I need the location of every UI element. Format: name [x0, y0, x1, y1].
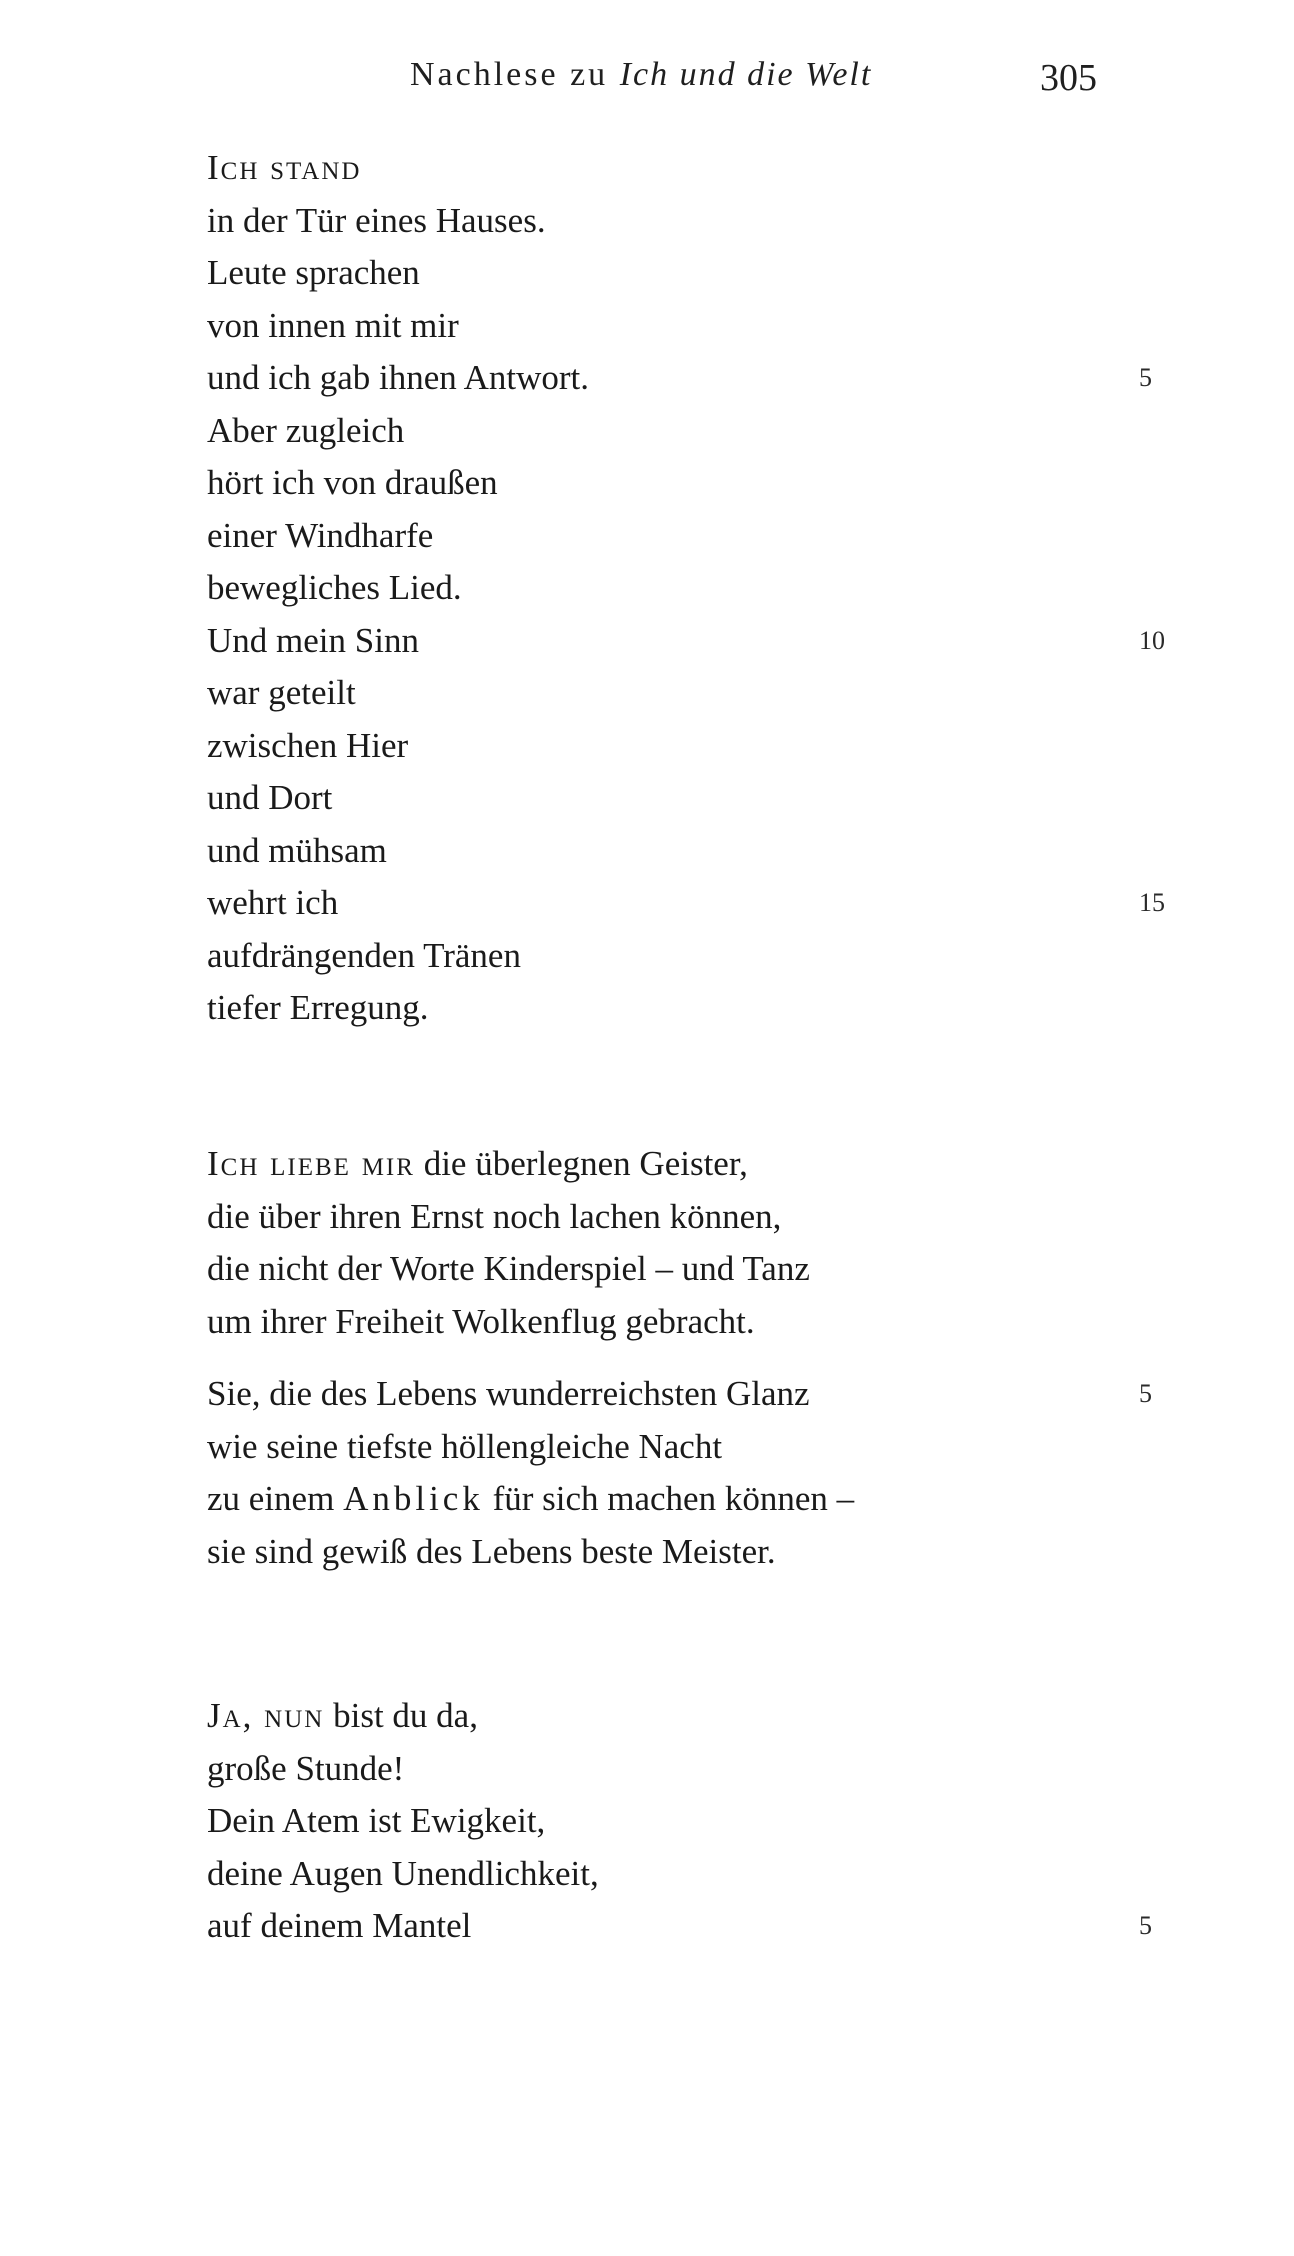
poem-line: Aber zugleich — [207, 410, 405, 450]
poem-line: in der Tür eines Hauses. — [207, 200, 546, 240]
running-head-prefix: Nachlese zu — [410, 56, 609, 93]
poem-line-text: auf deinem Mantel — [207, 1906, 472, 1945]
page-number: 305 — [1040, 57, 1097, 99]
poem-line: die nicht der Worte Kinderspiel – und Tanz — [207, 1249, 810, 1288]
poem-line — [207, 1368, 1167, 1421]
poem-line: Leute sprachen — [207, 253, 420, 292]
poem-line-text: Und mein Sinn — [207, 620, 419, 660]
line-number: 5 — [1139, 363, 1152, 392]
poem-ja-nun — [207, 1690, 1167, 1953]
poem-line-text: und ich gab ihnen Antwort. — [207, 358, 590, 397]
poem-line: zwischen Hier — [207, 725, 409, 765]
poem-line — [207, 1690, 1167, 1743]
poem-line: und Dort — [207, 778, 333, 817]
poem-line — [207, 352, 1167, 405]
poem-ich-stand — [207, 142, 1167, 1035]
poem-line: einer Windharfe — [207, 515, 434, 555]
poem-line: wie seine tiefste höllengleiche Nacht — [207, 1426, 723, 1466]
poem-line — [207, 615, 1167, 668]
poem-line — [207, 877, 1167, 930]
poem-line: um ihrer Freiheit Wolkenflug gebracht. — [207, 1301, 755, 1341]
poem-line: die über ihren Ernst noch lachen können, — [207, 1196, 782, 1236]
poem-line: und mühsam — [207, 830, 387, 870]
poem-incipit: Ich stand — [207, 148, 362, 187]
poem-line: aufdrängenden Tränen — [207, 935, 521, 975]
poem-incipit: Ich liebe mir — [207, 1144, 415, 1183]
line-number: 15 — [1139, 888, 1165, 917]
running-head — [410, 56, 872, 94]
stanza-break — [207, 1348, 1167, 1368]
poem-line: Dein Atem ist Ewigkeit, — [207, 1801, 546, 1840]
poem-incipit: Ja, nun — [207, 1696, 325, 1735]
line-number: 5 — [1139, 1379, 1152, 1408]
poem-line-text: Sie, die des Lebens wunderreichsten Glanz — [207, 1374, 810, 1413]
poem-line: deine Augen Unendlichkeit, — [207, 1853, 599, 1893]
poem-line: sie sind gewiß des Lebens beste Meister. — [207, 1531, 776, 1571]
poem-line: von innen mit mir — [207, 305, 459, 345]
poem-line: tiefer Erregung. — [207, 988, 429, 1027]
poem-line — [207, 1473, 1167, 1526]
poem-line: große Stunde! — [207, 1748, 405, 1788]
poem-line: war geteilt — [207, 673, 356, 712]
poem-line: bewegliches Lied. — [207, 568, 462, 607]
running-head-title: Ich und die Welt — [619, 56, 873, 93]
poem-line — [207, 1900, 1167, 1953]
poem-line-text: bist du da, — [324, 1696, 478, 1735]
poem-ich-liebe-mir — [207, 1138, 1167, 1578]
line-number: 10 — [1139, 625, 1165, 655]
poem-line-emphasis: Anblick — [343, 1479, 484, 1518]
poem-line-text: die überlegnen Geister, — [414, 1144, 748, 1183]
poem-line-pre: zu einem — [207, 1479, 344, 1518]
poem-line-text: wehrt ich — [207, 883, 339, 922]
poem-line: hört ich von draußen — [207, 463, 498, 502]
line-number: 5 — [1139, 1911, 1152, 1940]
poem-line — [207, 142, 1167, 195]
poem-line-post: für sich machen können – — [483, 1479, 855, 1518]
poem-line — [207, 1138, 1167, 1191]
